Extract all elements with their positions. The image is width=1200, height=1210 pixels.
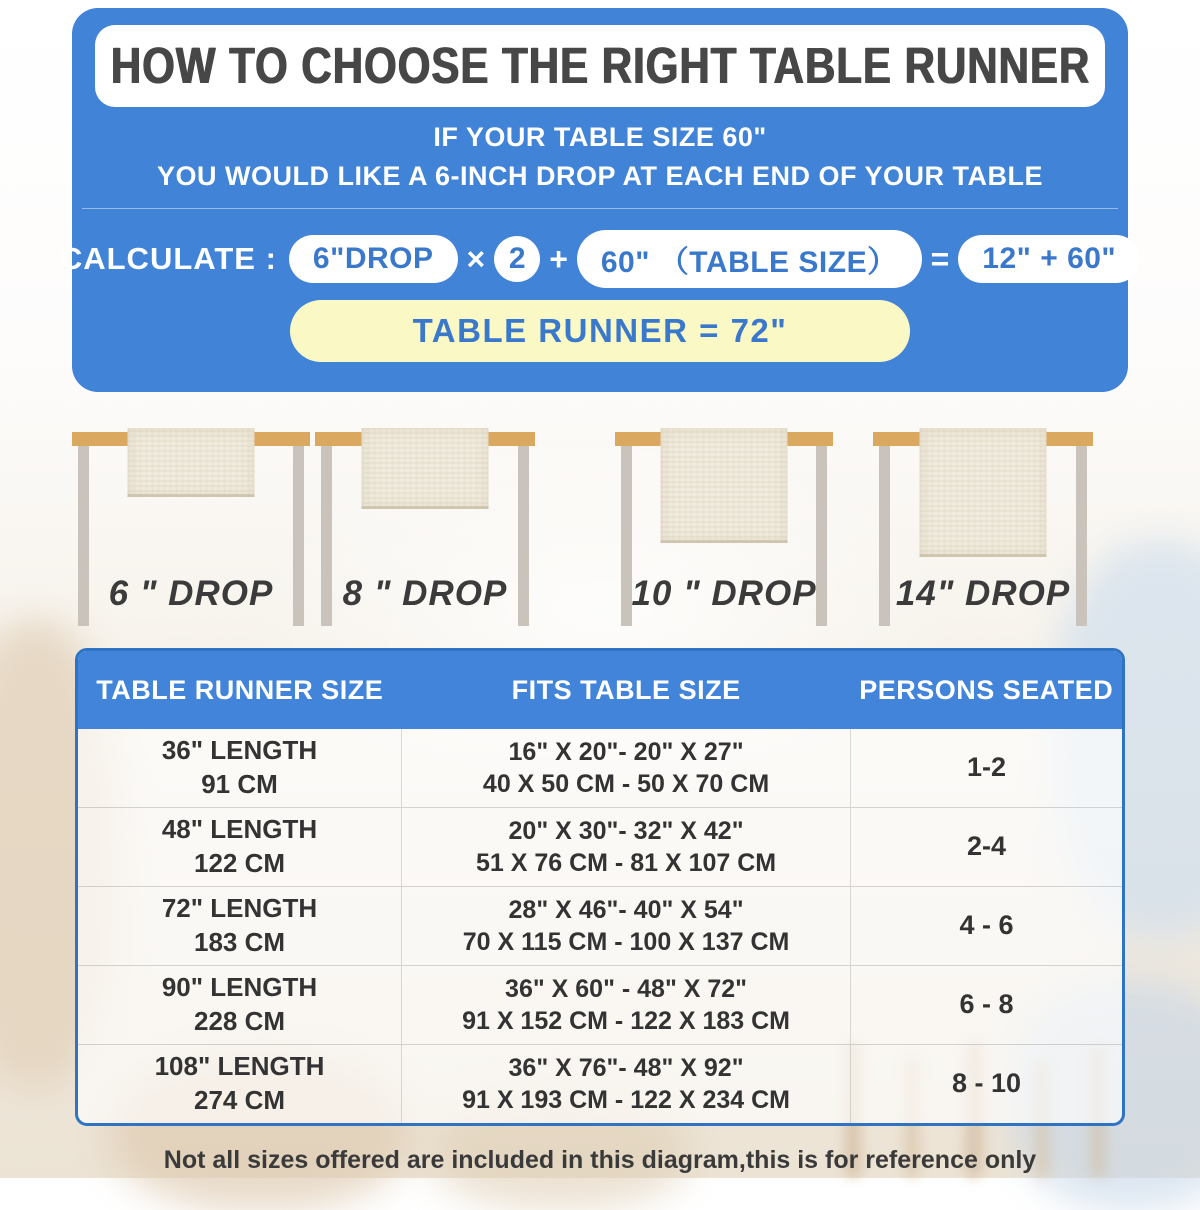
table-row bbox=[78, 729, 1122, 807]
calculation-row bbox=[59, 230, 1128, 288]
runner-size-cm: 183 CM bbox=[193, 927, 286, 957]
fits-inches: 16" X 20"- 20" X 27" bbox=[508, 737, 744, 766]
hero-panel bbox=[59, 8, 1128, 392]
table-row bbox=[78, 886, 1122, 965]
calculate-label: CALCULATE : bbox=[59, 241, 277, 276]
persons-cell: 2-4 bbox=[967, 831, 1007, 862]
equals-operator: = bbox=[930, 240, 950, 277]
persons-cell: 8 - 10 bbox=[952, 1068, 1022, 1099]
runner-size-inches: 48" LENGTH bbox=[161, 814, 318, 845]
fits-cm: 91 X 152 CM - 122 X 183 CM bbox=[462, 1007, 791, 1035]
runner-size-cell bbox=[78, 966, 401, 1044]
table-row bbox=[78, 965, 1122, 1044]
fits-cm: 51 X 76 CM - 81 X 107 CM bbox=[475, 849, 777, 877]
drop-figure-10in bbox=[615, 428, 833, 640]
footer-note: Not all sizes offered are included in this diagram,this is for reference only bbox=[163, 1146, 1037, 1174]
fits-table-cell bbox=[401, 808, 851, 886]
runner-size-inches: 36" LENGTH bbox=[161, 735, 318, 766]
table-row bbox=[78, 1044, 1122, 1123]
multiplier-circle: 2 bbox=[494, 236, 540, 282]
table-size-pill: 60" （TABLE SIZE） bbox=[577, 230, 922, 288]
drop-label: 8 " DROP bbox=[342, 574, 508, 613]
column-header-runner-size: TABLE RUNNER SIZE bbox=[96, 674, 384, 705]
subtitle-line-2: YOU WOULD LIKE A 6-INCH DROP AT EACH END OF YOUR TABLE bbox=[156, 161, 1044, 191]
drop-pill: 6"DROP bbox=[289, 235, 458, 283]
runner-size-cell bbox=[78, 1045, 401, 1123]
page-title: HOW TO CHOOSE THE RIGHT TABLE RUNNER bbox=[110, 36, 1090, 95]
drop-figure-14in bbox=[873, 428, 1093, 640]
table-runner bbox=[661, 428, 788, 543]
fits-inches: 28" X 46"- 40" X 54" bbox=[508, 895, 744, 924]
runner-size-cell bbox=[78, 808, 401, 886]
fits-table-cell bbox=[401, 1045, 851, 1123]
runner-size-cm: 228 CM bbox=[193, 1006, 286, 1036]
drop-label: 14" DROP bbox=[895, 574, 1071, 613]
column-header-persons: PERSONS SEATED bbox=[859, 674, 1114, 705]
size-table bbox=[75, 648, 1125, 1126]
fits-cm: 40 X 50 CM - 50 X 70 CM bbox=[482, 770, 770, 798]
fits-inches: 20" X 30"- 32" X 42" bbox=[508, 816, 744, 845]
runner-size-cm: 274 CM bbox=[193, 1085, 286, 1115]
drop-figures-row bbox=[0, 420, 1200, 650]
table-runner bbox=[128, 428, 255, 497]
multiply-operator: × bbox=[466, 240, 486, 277]
result-banner: TABLE RUNNER = 72" bbox=[290, 300, 910, 362]
size-table-header bbox=[78, 651, 1122, 729]
runner-size-cell bbox=[78, 729, 401, 807]
divider bbox=[82, 208, 1118, 209]
fits-cm: 91 X 193 CM - 122 X 234 CM bbox=[462, 1086, 791, 1114]
drop-figure-8in bbox=[315, 428, 535, 640]
runner-size-cm: 91 CM bbox=[201, 769, 278, 799]
runner-size-inches: 90" LENGTH bbox=[161, 972, 318, 1003]
plus-operator: + bbox=[549, 240, 568, 277]
table-runner bbox=[920, 428, 1047, 557]
fits-inches: 36" X 60" - 48" X 72" bbox=[505, 974, 748, 1003]
fits-table-cell bbox=[401, 966, 851, 1044]
persons-cell: 1-2 bbox=[967, 752, 1007, 783]
subtitle-line-1: IF YOUR TABLE SIZE 60" bbox=[433, 122, 767, 152]
result-pill: 12" + 60" bbox=[958, 235, 1140, 283]
fits-table-cell bbox=[401, 887, 851, 965]
runner-size-cm: 122 CM bbox=[193, 848, 286, 878]
size-table-body bbox=[78, 729, 1122, 1123]
title-box bbox=[95, 25, 1105, 107]
fits-inches: 36" X 76"- 48" X 92" bbox=[508, 1053, 744, 1082]
drop-label: 6 " DROP bbox=[108, 574, 274, 613]
persons-cell: 4 - 6 bbox=[959, 910, 1014, 941]
column-header-fits-table: FITS TABLE SIZE bbox=[511, 674, 741, 705]
fits-table-cell bbox=[401, 729, 851, 807]
persons-cell: 6 - 8 bbox=[959, 989, 1014, 1020]
runner-size-cell bbox=[78, 887, 401, 965]
drop-figure-6in bbox=[72, 428, 310, 640]
drop-label: 10 " DROP bbox=[631, 574, 817, 613]
fits-cm: 70 X 115 CM - 100 X 137 CM bbox=[462, 928, 790, 956]
runner-size-inches: 108" LENGTH bbox=[154, 1051, 325, 1082]
table-row bbox=[78, 807, 1122, 886]
table-runner bbox=[362, 428, 489, 509]
runner-size-inches: 72" LENGTH bbox=[161, 893, 318, 924]
